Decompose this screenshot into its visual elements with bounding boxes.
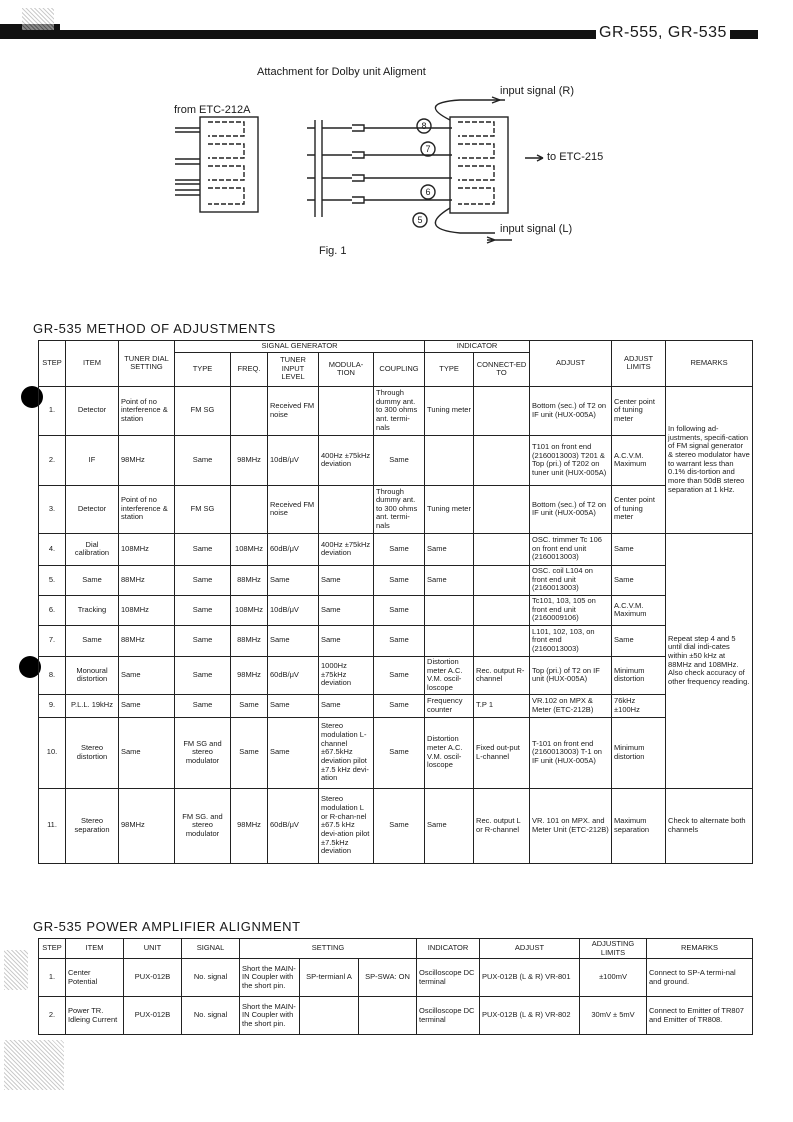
cell-coupling: Same bbox=[374, 533, 425, 565]
cell-adjust: Top (pri.) of T2 on IF unit (HUX-005A) bbox=[530, 656, 612, 694]
cell-step: 8. bbox=[39, 656, 66, 694]
table-row bbox=[39, 533, 753, 565]
cell-tuner: Point of no interference & station bbox=[119, 386, 175, 435]
cell-type: Same bbox=[175, 625, 231, 656]
cell-step: 3. bbox=[39, 485, 66, 533]
cell-adjust: OSC. coil L104 on front end unit (2160013003) bbox=[530, 565, 612, 595]
cell-remarks: In following ad-justments, specifi-cation of FM signal generator & stereo modulator have to warrant less than 0.1% dis-tortion and more than 50dB stereo separation at 1 kHz. bbox=[666, 386, 753, 533]
power-table bbox=[38, 938, 753, 1035]
pcell-indicator: Oscilloscope DC terminal bbox=[417, 997, 480, 1035]
cell-mod bbox=[319, 386, 374, 435]
cell-coupling: Through dummy ant. to 300 ohms ant. termi-nals bbox=[374, 386, 425, 435]
cell-level: Same bbox=[268, 625, 319, 656]
cell-step: 6. bbox=[39, 595, 66, 625]
cell-step: 1. bbox=[39, 386, 66, 435]
cell-ind-type: Same bbox=[425, 533, 474, 565]
figure-title: Attachment for Dolby unit Aligment bbox=[257, 66, 426, 78]
cell-adjust: Bottom (sec.) of T2 on IF unit (HUX-005A) bbox=[530, 386, 612, 435]
cell-tuner: 88MHz bbox=[119, 625, 175, 656]
cell-adjust: Bottom (sec.) of T2 on IF unit (HUX-005A) bbox=[530, 485, 612, 533]
cell-type: Same bbox=[175, 533, 231, 565]
cell-limits: 76kHz ±100Hz bbox=[612, 694, 666, 717]
col-limits: ADJUST LIMITS bbox=[612, 341, 666, 387]
cell-connect bbox=[474, 565, 530, 595]
cell-limits: Minimum distortion bbox=[612, 717, 666, 788]
table-row bbox=[39, 386, 753, 435]
cell-freq: 98MHz bbox=[231, 435, 268, 485]
cell-adjust: VR. 101 on MPX. and Meter Unit (ETC-212B) bbox=[530, 788, 612, 863]
col-remarks: REMARKS bbox=[666, 341, 753, 387]
cell-item: Detector bbox=[66, 485, 119, 533]
cell-adjust: L101, 102, 103, on front end (2160013003) bbox=[530, 625, 612, 656]
cell-item: Detector bbox=[66, 386, 119, 435]
cell-mod: Same bbox=[319, 565, 374, 595]
cell-level: 10dB/μV bbox=[268, 595, 319, 625]
cell-mod bbox=[319, 485, 374, 533]
cell-adjust: T-101 on front end (2160013003) T-1 on IF unit (HUX-005A) bbox=[530, 717, 612, 788]
pcell-set2 bbox=[300, 997, 359, 1035]
input-l-label: input signal (L) bbox=[500, 223, 573, 235]
cell-adjust: VR.102 on MPX & Meter (ETC-212B) bbox=[530, 694, 612, 717]
cell-freq: 98MHz bbox=[231, 656, 268, 694]
pcell-set1: Short the MAIN-IN Coupler with the short pin. bbox=[240, 959, 300, 997]
cell-coupling: Same bbox=[374, 656, 425, 694]
pcol-limits: ADJUSTING LIMITS bbox=[580, 939, 647, 959]
pcell-limits: ±100mV bbox=[580, 959, 647, 997]
pcell-limits: 30mV ± 5mV bbox=[580, 997, 647, 1035]
cell-type: FM SG. and stereo modulator bbox=[175, 788, 231, 863]
cell-connect bbox=[474, 435, 530, 485]
cell-step: 2. bbox=[39, 435, 66, 485]
cell-tuner: 108MHz bbox=[119, 533, 175, 565]
pcell-adjust: PUX-012B (L & R) VR-801 bbox=[480, 959, 580, 997]
cell-mod: Same bbox=[319, 595, 374, 625]
cell-connect bbox=[474, 386, 530, 435]
cell-tuner: 98MHz bbox=[119, 435, 175, 485]
cell-tuner: Same bbox=[119, 694, 175, 717]
pcol-adjust: ADJUST bbox=[480, 939, 580, 959]
cell-freq bbox=[231, 485, 268, 533]
cell-ind-type: Tuning meter bbox=[425, 386, 474, 435]
callout-6: 6 bbox=[425, 187, 431, 197]
cell-mod: Stereo modulation L or R-chan-nel ±67.5 kHz devi-ation pilot ±7.5kHz deviation bbox=[319, 788, 374, 863]
cell-step: 5. bbox=[39, 565, 66, 595]
cell-item: Tracking bbox=[66, 595, 119, 625]
cell-mod: 400Hz ±75kHz deviation bbox=[319, 435, 374, 485]
col-ind-type: TYPE bbox=[425, 352, 474, 386]
cell-freq: 108MHz bbox=[231, 533, 268, 565]
table-row bbox=[39, 435, 753, 485]
pcell-set2: SP-termianl A bbox=[300, 959, 359, 997]
pcell-signal: No. signal bbox=[182, 959, 240, 997]
cell-tuner: 88MHz bbox=[119, 565, 175, 595]
cell-coupling: Through dummy ant. to 300 ohms ant. termi-nals bbox=[374, 485, 425, 533]
cell-tuner: 98MHz bbox=[119, 788, 175, 863]
pcell-set1: Short the MAIN-IN Coupler with the short pin. bbox=[240, 997, 300, 1035]
cell-ind-type: Frequency counter bbox=[425, 694, 474, 717]
scan-noise-side bbox=[4, 950, 28, 990]
cell-connect: Rec. output R-channel bbox=[474, 656, 530, 694]
pcol-remarks: REMARKS bbox=[647, 939, 753, 959]
col-signal-generator: SIGNAL GENERATOR bbox=[175, 341, 425, 353]
table-row bbox=[39, 485, 753, 533]
callout-5: 5 bbox=[417, 215, 423, 225]
cell-limits: A.C.V.M. Maximum bbox=[612, 595, 666, 625]
scan-noise bbox=[22, 8, 54, 30]
cell-level: Received FM noise bbox=[268, 386, 319, 435]
cell-item: Same bbox=[66, 565, 119, 595]
cell-type: FM SG bbox=[175, 386, 231, 435]
pcol-step: STEP bbox=[39, 939, 66, 959]
cell-ind-type: Same bbox=[425, 565, 474, 595]
cell-tuner: 108MHz bbox=[119, 595, 175, 625]
cell-mod: Stereo modulation L-channel ±67.5kHz deviation pilot ±7.5 kHz devi-ation bbox=[319, 717, 374, 788]
cell-level: Received FM noise bbox=[268, 485, 319, 533]
adjustments-table bbox=[38, 340, 753, 864]
cell-level: Same bbox=[268, 694, 319, 717]
pcell-indicator: Oscilloscope DC terminal bbox=[417, 959, 480, 997]
cell-remarks: Repeat step 4 and 5 until dial indi-cates within ±50 kHz at 88MHz and 108MHz. Also check accuracy of other frequency reading. bbox=[666, 533, 753, 788]
cell-step: 11. bbox=[39, 788, 66, 863]
table-row bbox=[39, 595, 753, 625]
cell-step: 4. bbox=[39, 533, 66, 565]
table-row bbox=[39, 625, 753, 656]
figure-caption: Fig. 1 bbox=[319, 245, 347, 257]
cell-level: Same bbox=[268, 565, 319, 595]
cell-item: Monoural distortion bbox=[66, 656, 119, 694]
table-row bbox=[39, 565, 753, 595]
pcol-indicator: INDICATOR bbox=[417, 939, 480, 959]
cell-ind-type: Distortion meter A.C. V.M. oscil-loscope bbox=[425, 717, 474, 788]
pcol-unit: UNIT bbox=[124, 939, 182, 959]
cell-item: P.L.L. 19kHz bbox=[66, 694, 119, 717]
cell-ind-type: Tuning meter bbox=[425, 485, 474, 533]
col-step: STEP bbox=[39, 341, 66, 387]
cell-item: Same bbox=[66, 625, 119, 656]
cell-freq: 88MHz bbox=[231, 565, 268, 595]
cell-limits: Same bbox=[612, 625, 666, 656]
cell-ind-type: Distortion meter A.C. V.M. oscil-loscope bbox=[425, 656, 474, 694]
pcell-item: Center Potential bbox=[66, 959, 124, 997]
callout-7: 7 bbox=[425, 144, 431, 154]
cell-adjust: T101 on front end (2160013003) T201 & Top (pri.) of T202 on tuner unit (HUX-005A) bbox=[530, 435, 612, 485]
cell-connect bbox=[474, 595, 530, 625]
cell-connect: T.P 1 bbox=[474, 694, 530, 717]
col-indicator: INDICATOR bbox=[425, 341, 530, 353]
col-sg-modulation: MODULA-TION bbox=[319, 352, 374, 386]
cell-freq bbox=[231, 386, 268, 435]
cell-coupling: Same bbox=[374, 435, 425, 485]
power-heading: GR-535 POWER AMPLIFIER ALIGNMENT bbox=[33, 919, 301, 934]
col-adjust: ADJUST bbox=[530, 341, 612, 387]
col-sg-input: TUNER INPUT LEVEL bbox=[268, 352, 319, 386]
cell-ind-type: Same bbox=[425, 788, 474, 863]
cell-type: Same bbox=[175, 694, 231, 717]
to-label: to ETC-215 bbox=[547, 151, 604, 163]
from-label: from ETC-212A bbox=[174, 104, 251, 116]
col-tuner: TUNER DIAL SETTING bbox=[119, 341, 175, 387]
header-rule-end bbox=[748, 30, 758, 39]
cell-level: Same bbox=[268, 717, 319, 788]
cell-connect bbox=[474, 485, 530, 533]
col-sg-coupling: COUPLING bbox=[374, 352, 425, 386]
pcell-unit: PUX-012B bbox=[124, 997, 182, 1035]
pcell-step: 1. bbox=[39, 959, 66, 997]
cell-level: 10dB/μV bbox=[268, 435, 319, 485]
cell-ind-type bbox=[425, 435, 474, 485]
cell-connect: Rec. output L or R-channel bbox=[474, 788, 530, 863]
cell-step: 7. bbox=[39, 625, 66, 656]
cell-level: 60dB/μV bbox=[268, 533, 319, 565]
cell-tuner: Point of no interference & station bbox=[119, 485, 175, 533]
cell-coupling: Same bbox=[374, 788, 425, 863]
cell-freq: 88MHz bbox=[231, 625, 268, 656]
table-row bbox=[39, 656, 753, 694]
scan-noise-bottom bbox=[4, 1040, 64, 1090]
table-row bbox=[39, 997, 753, 1035]
cell-item: IF bbox=[66, 435, 119, 485]
cell-limits: A.C.V.M. Maximum bbox=[612, 435, 666, 485]
cell-ind-type bbox=[425, 595, 474, 625]
cell-remarks: Check to alternate both channels bbox=[666, 788, 753, 863]
input-r-label: input signal (R) bbox=[500, 85, 574, 97]
cell-limits: Center point of tuning meter bbox=[612, 386, 666, 435]
cell-type: Same bbox=[175, 565, 231, 595]
pcol-signal: SIGNAL bbox=[182, 939, 240, 959]
cell-coupling: Same bbox=[374, 565, 425, 595]
cell-type: FM SG bbox=[175, 485, 231, 533]
table-row bbox=[39, 788, 753, 863]
pcol-item: ITEM bbox=[66, 939, 124, 959]
pcell-set3: SP-SWA: ON bbox=[359, 959, 417, 997]
pcell-set3 bbox=[359, 997, 417, 1035]
cell-item: Stereo separation bbox=[66, 788, 119, 863]
cell-connect: Fixed out-put L-channel bbox=[474, 717, 530, 788]
cell-tuner: Same bbox=[119, 656, 175, 694]
cell-level: 60dB/μV bbox=[268, 656, 319, 694]
cell-ind-type bbox=[425, 625, 474, 656]
pcol-setting: SETTING bbox=[240, 939, 417, 959]
adjustments-heading: GR-535 METHOD OF ADJUSTMENTS bbox=[33, 321, 276, 336]
cell-freq: 108MHz bbox=[231, 595, 268, 625]
cell-type: Same bbox=[175, 595, 231, 625]
cell-adjust: Tc101, 103, 105 on front end unit (2160009106) bbox=[530, 595, 612, 625]
pcell-remark: Connect to Emitter of TR807 and Emitter of TR808. bbox=[647, 997, 753, 1035]
cell-mod: 400Hz ±75kHz deviation bbox=[319, 533, 374, 565]
pcell-step: 2. bbox=[39, 997, 66, 1035]
cell-type: Same bbox=[175, 656, 231, 694]
col-ind-connect: CONNECT-ED TO bbox=[474, 352, 530, 386]
cell-freq: 98MHz bbox=[231, 788, 268, 863]
cell-freq: Same bbox=[231, 694, 268, 717]
cell-coupling: Same bbox=[374, 694, 425, 717]
cell-type: Same bbox=[175, 435, 231, 485]
cell-tuner: Same bbox=[119, 717, 175, 788]
col-sg-type: TYPE bbox=[175, 352, 231, 386]
pcell-remark: Connect to SP-A termi-nal and ground. bbox=[647, 959, 753, 997]
cell-limits: Maximum separation bbox=[612, 788, 666, 863]
table-row bbox=[39, 717, 753, 788]
cell-type: FM SG and stereo modulator bbox=[175, 717, 231, 788]
cell-connect bbox=[474, 533, 530, 565]
cell-item: Dial calibration bbox=[66, 533, 119, 565]
cell-limits: Center point of tuning meter bbox=[612, 485, 666, 533]
cell-step: 10. bbox=[39, 717, 66, 788]
callout-8: 8 bbox=[421, 121, 427, 131]
cell-limits: Minimum distortion bbox=[612, 656, 666, 694]
cell-coupling: Same bbox=[374, 595, 425, 625]
cell-mod: 1000Hz ±75kHz deviation bbox=[319, 656, 374, 694]
cell-step: 9. bbox=[39, 694, 66, 717]
col-sg-freq: FREQ. bbox=[231, 352, 268, 386]
model-number: GR-555, GR-535 bbox=[596, 24, 730, 42]
pcell-signal: No. signal bbox=[182, 997, 240, 1035]
cell-mod: Same bbox=[319, 625, 374, 656]
cell-limits: Same bbox=[612, 565, 666, 595]
cell-connect bbox=[474, 625, 530, 656]
cell-coupling: Same bbox=[374, 717, 425, 788]
cell-coupling: Same bbox=[374, 625, 425, 656]
cell-limits: Same bbox=[612, 533, 666, 565]
pcell-unit: PUX-012B bbox=[124, 959, 182, 997]
cell-level: 60dB/μV bbox=[268, 788, 319, 863]
pcell-adjust: PUX-012B (L & R) VR-802 bbox=[480, 997, 580, 1035]
cell-freq: Same bbox=[231, 717, 268, 788]
col-item: ITEM bbox=[66, 341, 119, 387]
cell-mod: Same bbox=[319, 694, 374, 717]
cell-adjust: OSC. trimmer Tc 106 on front end unit (2160013003) bbox=[530, 533, 612, 565]
table-row bbox=[39, 694, 753, 717]
table-row bbox=[39, 959, 753, 997]
cell-item: Stereo distortion bbox=[66, 717, 119, 788]
pcell-item: Power TR. Idleing Current bbox=[66, 997, 124, 1035]
